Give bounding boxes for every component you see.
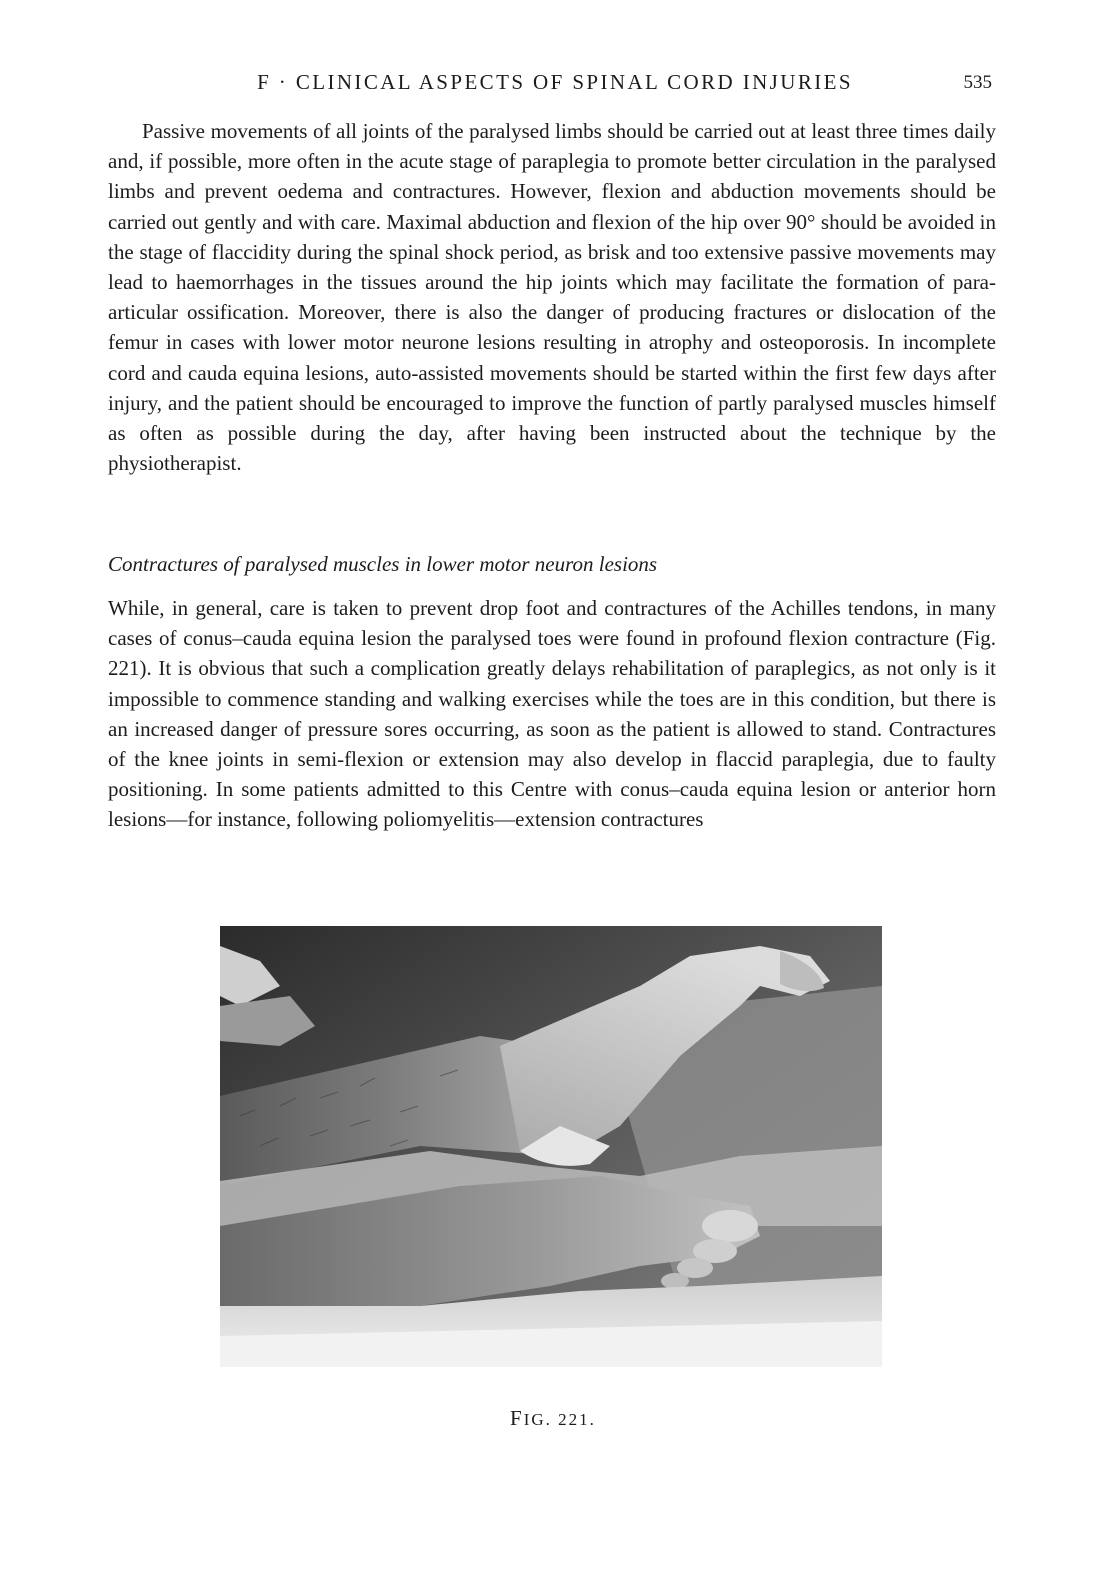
figure-photograph — [220, 926, 882, 1367]
body-paragraph: Passive movements of all joints of the paralysed limbs should be carried out at least three times daily and, if possible, more often in the acute stage of paraplegia to promote better circulation in the paralysed limbs and prevent oedema and contractures. However, flexion and abduction movements should be carried out gently and with care. Maximal abduction and flexion of the hip over 90° should be avoided in the stage of flaccidity during the spinal shock period, as brisk and too extensive passive movements may lead to haemorrhages in the tissues around the hip joints which may facilitate the formation of para-articular ossification. Moreover, there is also the danger of producing fractures or dislocation of the femur in cases with lower motor neurone lesions resulting in atrophy and osteoporosis. In incomplete cord and cauda equina lesions, auto-assisted movements should be started within the first few days after injury, and the patient should be encouraged to improve the function of partly paralysed muscles himself as often as possible during the day, after having been instructed about the technique by the physiotherapist. — [108, 119, 996, 476]
caption-initial: F — [510, 1406, 524, 1430]
running-title: F · CLINICAL ASPECTS OF SPINAL CORD INJURIES — [257, 70, 853, 94]
body-paragraph: While, in general, care is taken to prevent drop foot and contractures of the Achilles tendons, in many cases of conus–cauda equina lesion the paralysed toes were found in profound flexion contracture (Fig. 221). It is obvious that such a complication greatly delays rehabilitation of paraplegics, as not only is it impossible to commence standing and walking exercises while the toes are in this condition, but there is an increased danger of pressure sores occurring, as soon as the patient is allowed to stand. Contractures of the knee joints in semi-flexion or extension may also develop in flaccid paraplegia, due to faulty positioning. In some patients admitted to this Centre with conus–cauda equina lesion or anterior horn lesions—for instance, following poliomyelitis—extension contractures — [108, 596, 996, 832]
section-subheading: Contractures of paralysed muscles in lower motor neuron lesions — [108, 552, 658, 576]
page-number: 535 — [963, 72, 992, 93]
caption-rest: IG. 221. — [523, 1410, 596, 1429]
figure-caption — [0, 1406, 1106, 1431]
running-head — [108, 70, 996, 104]
